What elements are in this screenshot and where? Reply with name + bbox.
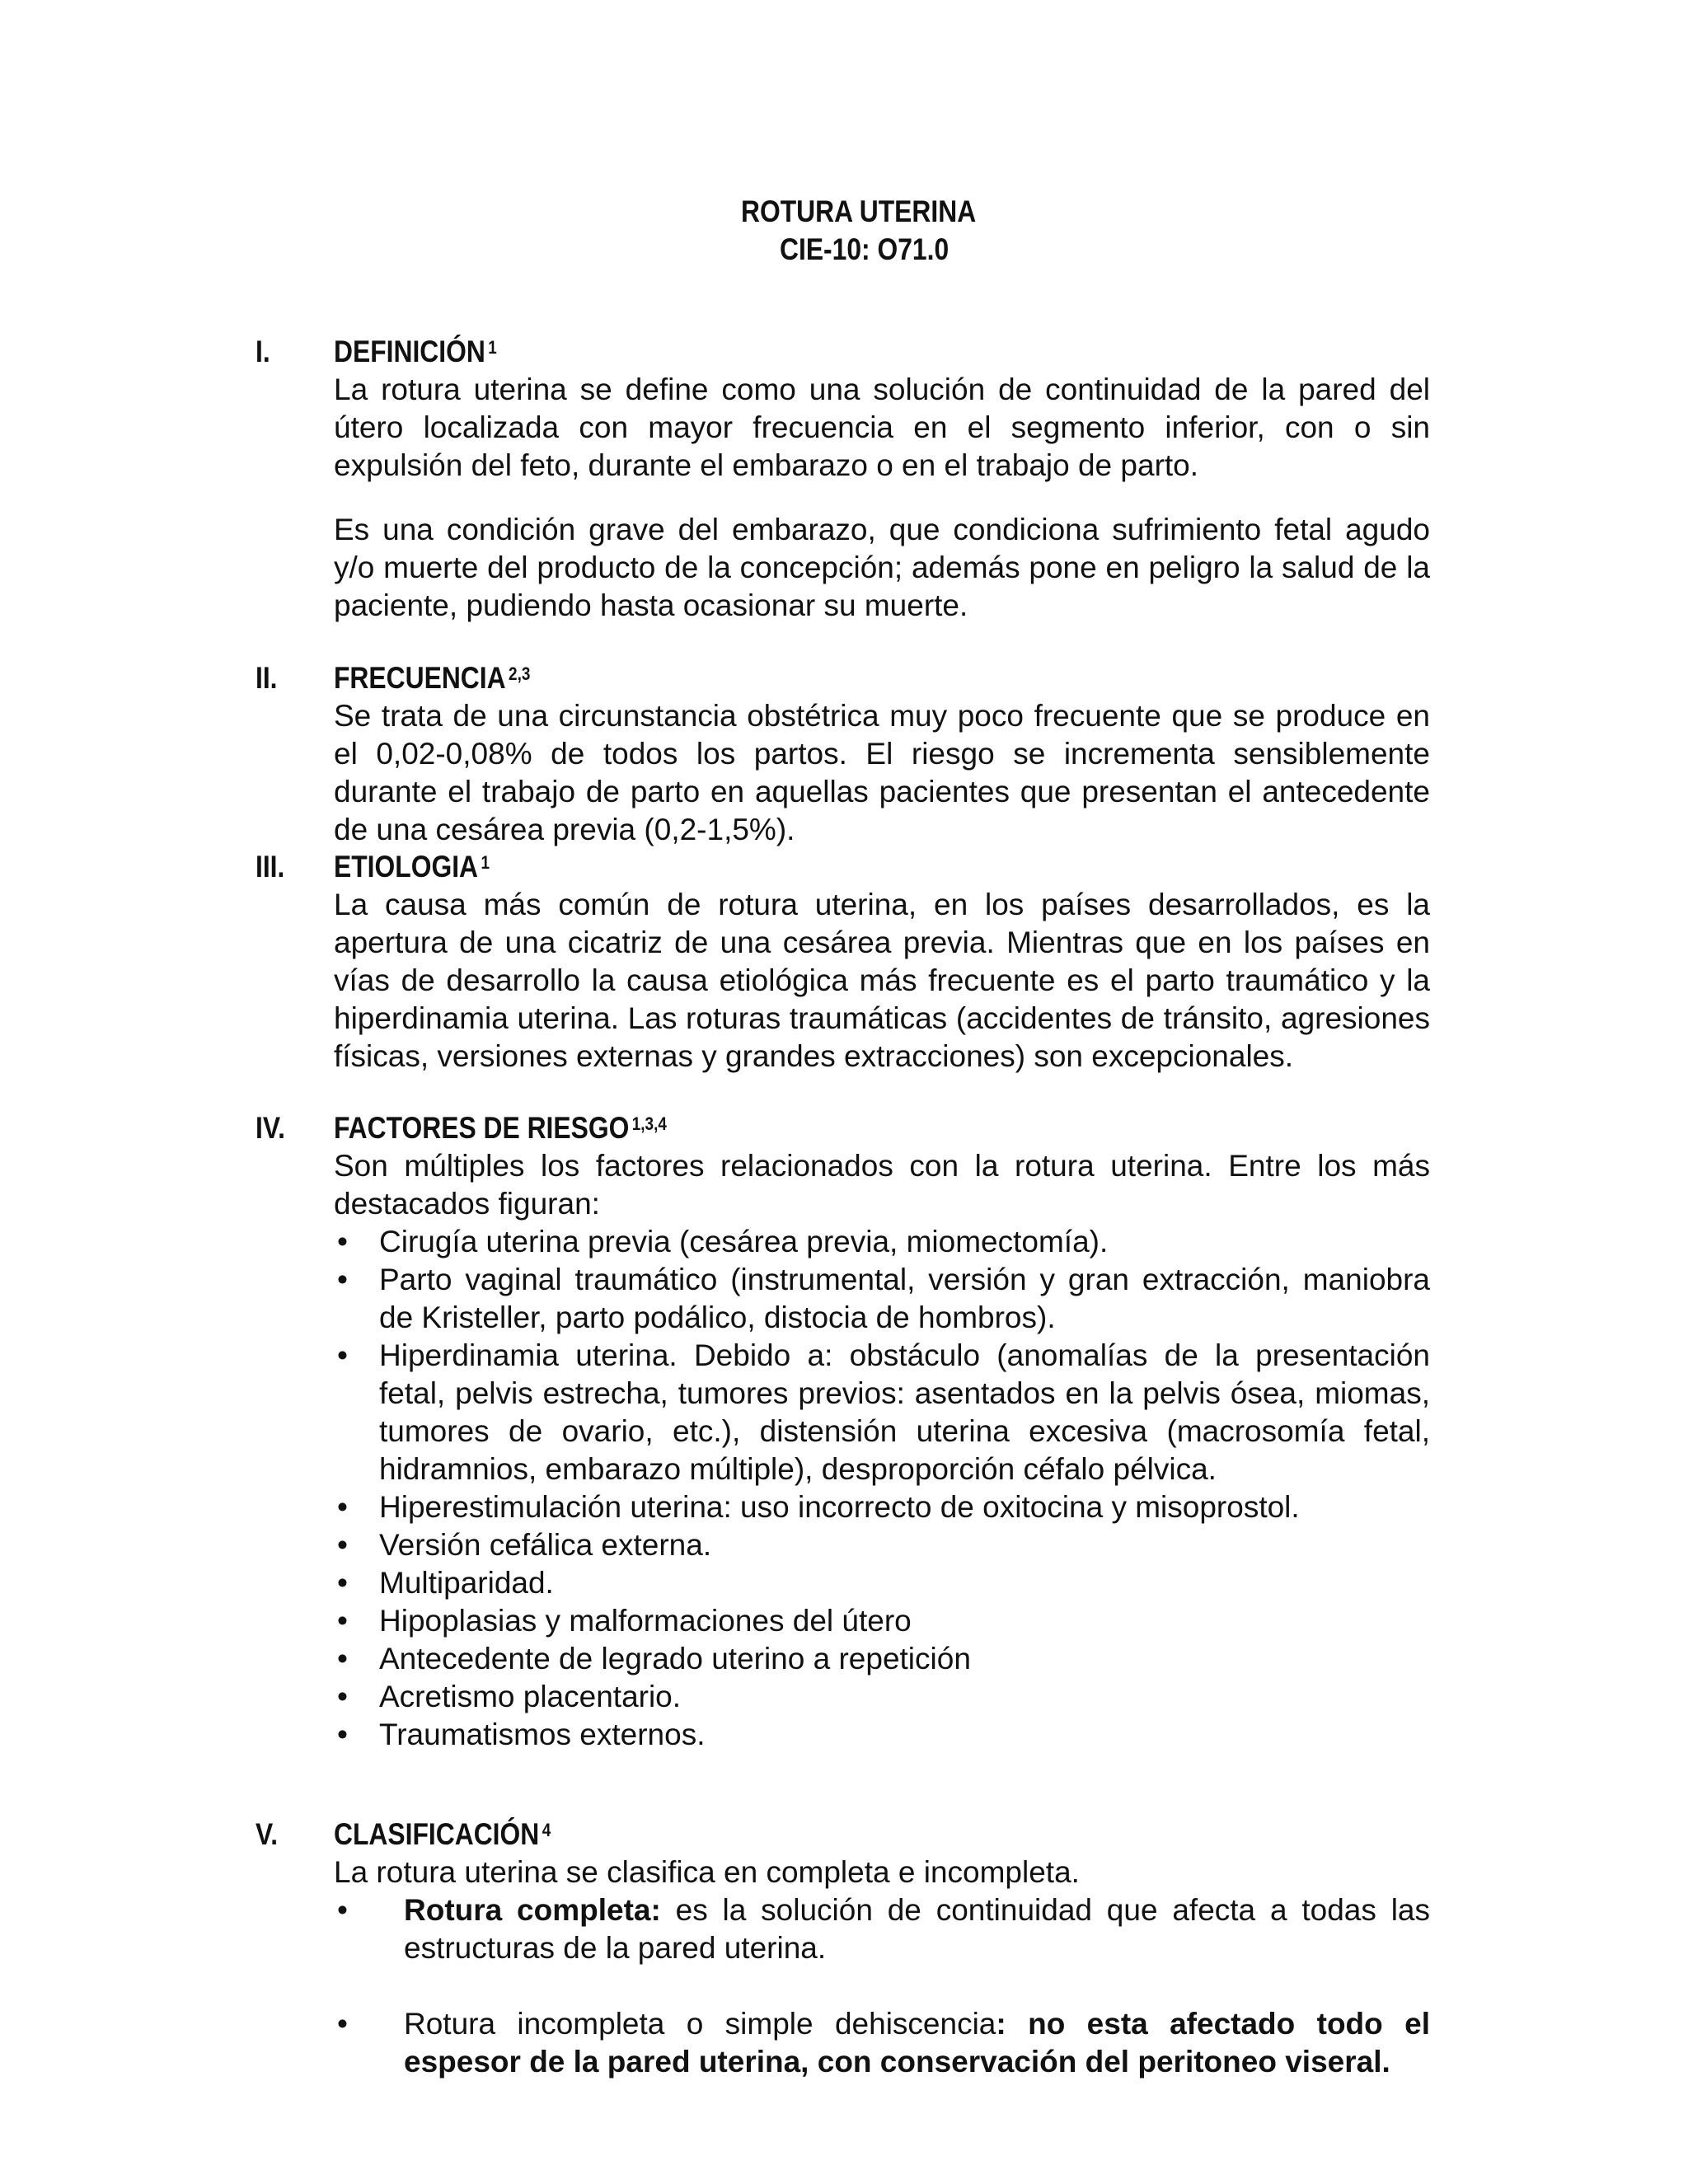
paragraph: La rotura uterina se clasifica en completa e incompleta. <box>334 1855 1080 1889</box>
paragraph: Se trata de una circunstancia obstétrica muy poco frecuente que se produce en el 0,02-0,08% de todos los partos. El riesgo se incrementa sensiblemente durante el trabajo de parto en aquellas pacientes que presentan el antecedente de una cesárea previa (0,2-1,5%). <box>334 699 1430 846</box>
list-item: • Acretismo placentario. <box>334 1678 1430 1716</box>
risk-factor-list <box>334 1223 1430 1754</box>
list-item: • Hipoplasias y malformaciones del útero <box>334 1602 1430 1640</box>
reference-marker: 4 <box>542 1820 551 1840</box>
list-item-complete <box>334 1891 1430 1967</box>
list-item: • Multiparidad. <box>334 1564 1430 1602</box>
term-complete: Rotura completa: <box>404 1893 661 1927</box>
term-incomplete: Rotura incompleta o simple dehiscencia <box>404 2007 996 2041</box>
list-item: • Cirugía uterina previa (cesárea previa, miomectomía). <box>334 1223 1430 1261</box>
paragraph: La rotura uterina se define como una solución de continuidad de la pared del útero localizada con mayor frecuencia en el segmento inferior, con o sin expulsión del feto, durante el embarazo o en el trabajo de parto. <box>334 373 1430 482</box>
reference-marker: 2,3 <box>509 663 531 684</box>
definition-incomplete: : no esta afectado todo el espesor de la pared uterina, con conservación del peritoneo viseral. <box>404 2007 1430 2079</box>
section-number: IV. <box>256 1111 285 1145</box>
list-item: • Antecedente de legrado uterino a repetición <box>334 1640 1430 1678</box>
reference-marker: 1 <box>488 337 497 358</box>
section-number: V. <box>256 1817 279 1851</box>
document-code: CIE-10: O71.0 <box>779 232 949 266</box>
reference-marker: 1 <box>481 852 490 873</box>
section-etiologia <box>256 848 1429 1076</box>
section-heading: FRECUENCIA <box>334 661 506 695</box>
list-item: • Versión cefálica externa. <box>334 1526 1430 1564</box>
section-number: III. <box>256 850 285 883</box>
section-heading: DEFINICIÓN <box>334 335 485 368</box>
list-item: • Parto vaginal traumático (instrumental, versión y gran extracción, maniobra de Kristeller, parto podálico, distocia de hombros). <box>334 1261 1430 1337</box>
definition-complete: es la solución de continuidad que afecta a todas las estructuras de la pared uterina. <box>404 1893 1430 1965</box>
classification-list <box>334 1891 1430 2081</box>
list-item: • Hiperestimulación uterina: uso incorrecto de oxitocina y misoprostol. <box>334 1488 1430 1526</box>
paragraph: Son múltiples los factores relacionados con la rotura uterina. Entre los más destacados figuran: <box>334 1149 1430 1221</box>
section-number: I. <box>256 335 270 368</box>
paragraph: Es una condición grave del embarazo, que condiciona sufrimiento fetal agudo y/o muerte del producto de la concepción; además pone en peligro la salud de la paciente, pudiendo hasta ocasionar su muerte. <box>334 513 1430 622</box>
section-heading: CLASIFICACIÓN <box>334 1817 540 1851</box>
reference-marker: 1,3,4 <box>631 1113 667 1134</box>
section-heading: FACTORES DE RIESGO <box>334 1111 630 1145</box>
section-factores-de-riesgo <box>256 1109 1429 1754</box>
section-clasificacion <box>256 1816 1429 2081</box>
list-item: • Traumatismos externos. <box>334 1716 1430 1754</box>
document-title-block <box>0 193 1688 269</box>
section-definicion <box>256 333 1429 625</box>
document-title: ROTURA UTERINA <box>741 194 977 228</box>
paragraph: La causa más común de rotura uterina, en los países desarrollados, es la apertura de una cicatriz de una cesárea previa. Mientras que en los países en vías de desarrollo la causa etiológica más frecuente es el parto traumático y la hiperdinamia uterina. Las roturas traumáticas (accidentes de tránsito, agresiones físicas, versiones externas y grandes extracciones) son excepcionales. <box>334 888 1430 1073</box>
list-item: • Hiperdinamia uterina. Debido a: obstáculo (anomalías de la presentación fetal, pelvis estrecha, tumores previos: asentados en la pelvis ósea, miomas, tumores de ovario, etc.), distensión uterina excesiva (macrosomía fetal, hidramnios, embarazo múltiple), desproporción céfalo pélvica. <box>334 1337 1430 1488</box>
section-heading: ETIOLOGIA <box>334 850 479 883</box>
list-item-incomplete <box>334 2005 1430 2081</box>
section-frecuencia <box>256 659 1429 849</box>
section-number: II. <box>256 661 278 695</box>
